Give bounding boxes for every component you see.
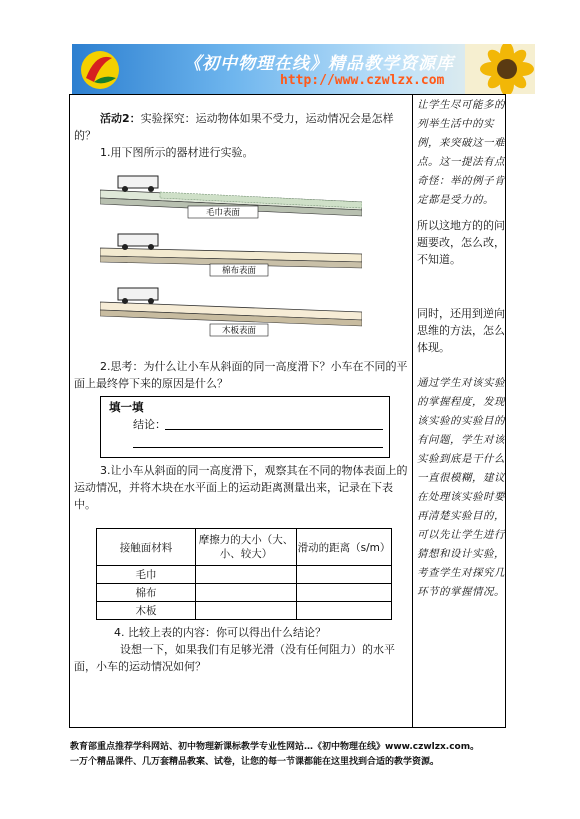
activity-label: 活动2： (100, 112, 141, 125)
surface-label-towel: 毛巾表面 (205, 208, 241, 218)
row-material: 棉布 (97, 584, 196, 602)
row-material: 毛巾 (97, 566, 196, 584)
header-material: 接触面材料 (97, 529, 196, 566)
wood-board (100, 288, 362, 336)
row-friction-cell[interactable] (196, 602, 297, 620)
footer-line-2: 一万个精品课件、几万套精品教案、试卷，让您的每一节课都能在这里找到合适的教学资源。 (70, 757, 440, 767)
banner-title: 《初中物理在线》精品教学资源库 (184, 54, 454, 74)
table-row (97, 602, 392, 620)
conclusion-line-1[interactable] (165, 429, 383, 430)
experiment-illustration (100, 172, 362, 348)
table-row (97, 566, 392, 584)
row-friction-cell[interactable] (196, 584, 297, 602)
row-friction-cell[interactable] (196, 566, 297, 584)
step-4b: 设想一下，如果我们有足够光滑（没有任何阻力）的水平面，小车的运动情况如何？ (74, 643, 395, 673)
main-column-2 (74, 358, 408, 392)
row-distance-cell[interactable] (297, 602, 392, 620)
sunflower-icon (465, 44, 535, 94)
header-banner (72, 44, 535, 94)
fill-in-box (100, 396, 390, 458)
step-1: 1.用下图所示的器材进行实验。 (100, 146, 254, 159)
conclusion-label: 结论： (133, 418, 166, 431)
step-4: 4. 比较上表的内容：你可以得出什么结论？ (114, 626, 326, 639)
results-table (96, 528, 392, 620)
conclusion-line-2[interactable] (133, 447, 383, 448)
logo-icon (78, 48, 122, 90)
row-material: 木板 (97, 602, 196, 620)
towel-board (100, 176, 362, 218)
footer-line-1: 教育部重点推荐学科网站、初中物理新课标教学专业性网站…《初中物理在线》www.czwlzx.com。 (70, 742, 480, 752)
main-column-3 (74, 462, 408, 513)
fill-title: 填一填 (109, 400, 144, 414)
row-distance-cell[interactable] (297, 584, 392, 602)
header-distance: 滑动的距离（s/m） (297, 529, 392, 566)
banner-url[interactable]: http://www.czwlzx.com (280, 73, 445, 88)
table-header-row (97, 529, 392, 566)
activity-text: 实验探究：运动物体如果不受力，运动情况会是怎样的？ (74, 112, 394, 142)
side-note-2: 所以这地方的的问题要改，怎么改，不知道。 (417, 219, 505, 266)
column-divider (412, 94, 413, 727)
activity-heading (74, 110, 408, 144)
row-distance-cell[interactable] (297, 566, 392, 584)
step-2: 2.思考：为什么让小车从斜面的同一高度滑下？小车在不同的平面上最终停下来的原因是什么？ (74, 360, 408, 390)
surface-label-wood: 木板表面 (221, 326, 257, 336)
header-friction: 摩擦力的大小（大、小、较大） (196, 529, 297, 566)
side-note-4: 通过学生对该实验的掌握程度，发现该实验的实验目的有问题，学生对该实验到底是干什么一直很模糊，建议在处理该实验时要再清楚实验目的，可以先让学生进行猜想和设计实验，考查学生对探究几环节的掌握情况。 (417, 377, 505, 598)
table-row (97, 584, 392, 602)
main-column-4 (74, 624, 408, 675)
side-note-1: 让学生尽可能多的列举生活中的实例，来突破这一难点。这一提法有点奇怪：举的例子肯定都是受力的。 (417, 99, 505, 206)
footer (70, 740, 540, 770)
side-note-3: 同时，还用到逆向思维的方法，怎么体现。 (417, 307, 505, 354)
step-3: 3.让小车从斜面的同一高度滑下，观察其在不同的物体表面上的运动情况，并将木块在水平面上的运动距离测量出来，记录在下表中。 (74, 464, 408, 511)
surface-label-cotton: 棉布表面 (221, 266, 257, 276)
cotton-board (100, 234, 362, 276)
main-column (74, 100, 408, 161)
